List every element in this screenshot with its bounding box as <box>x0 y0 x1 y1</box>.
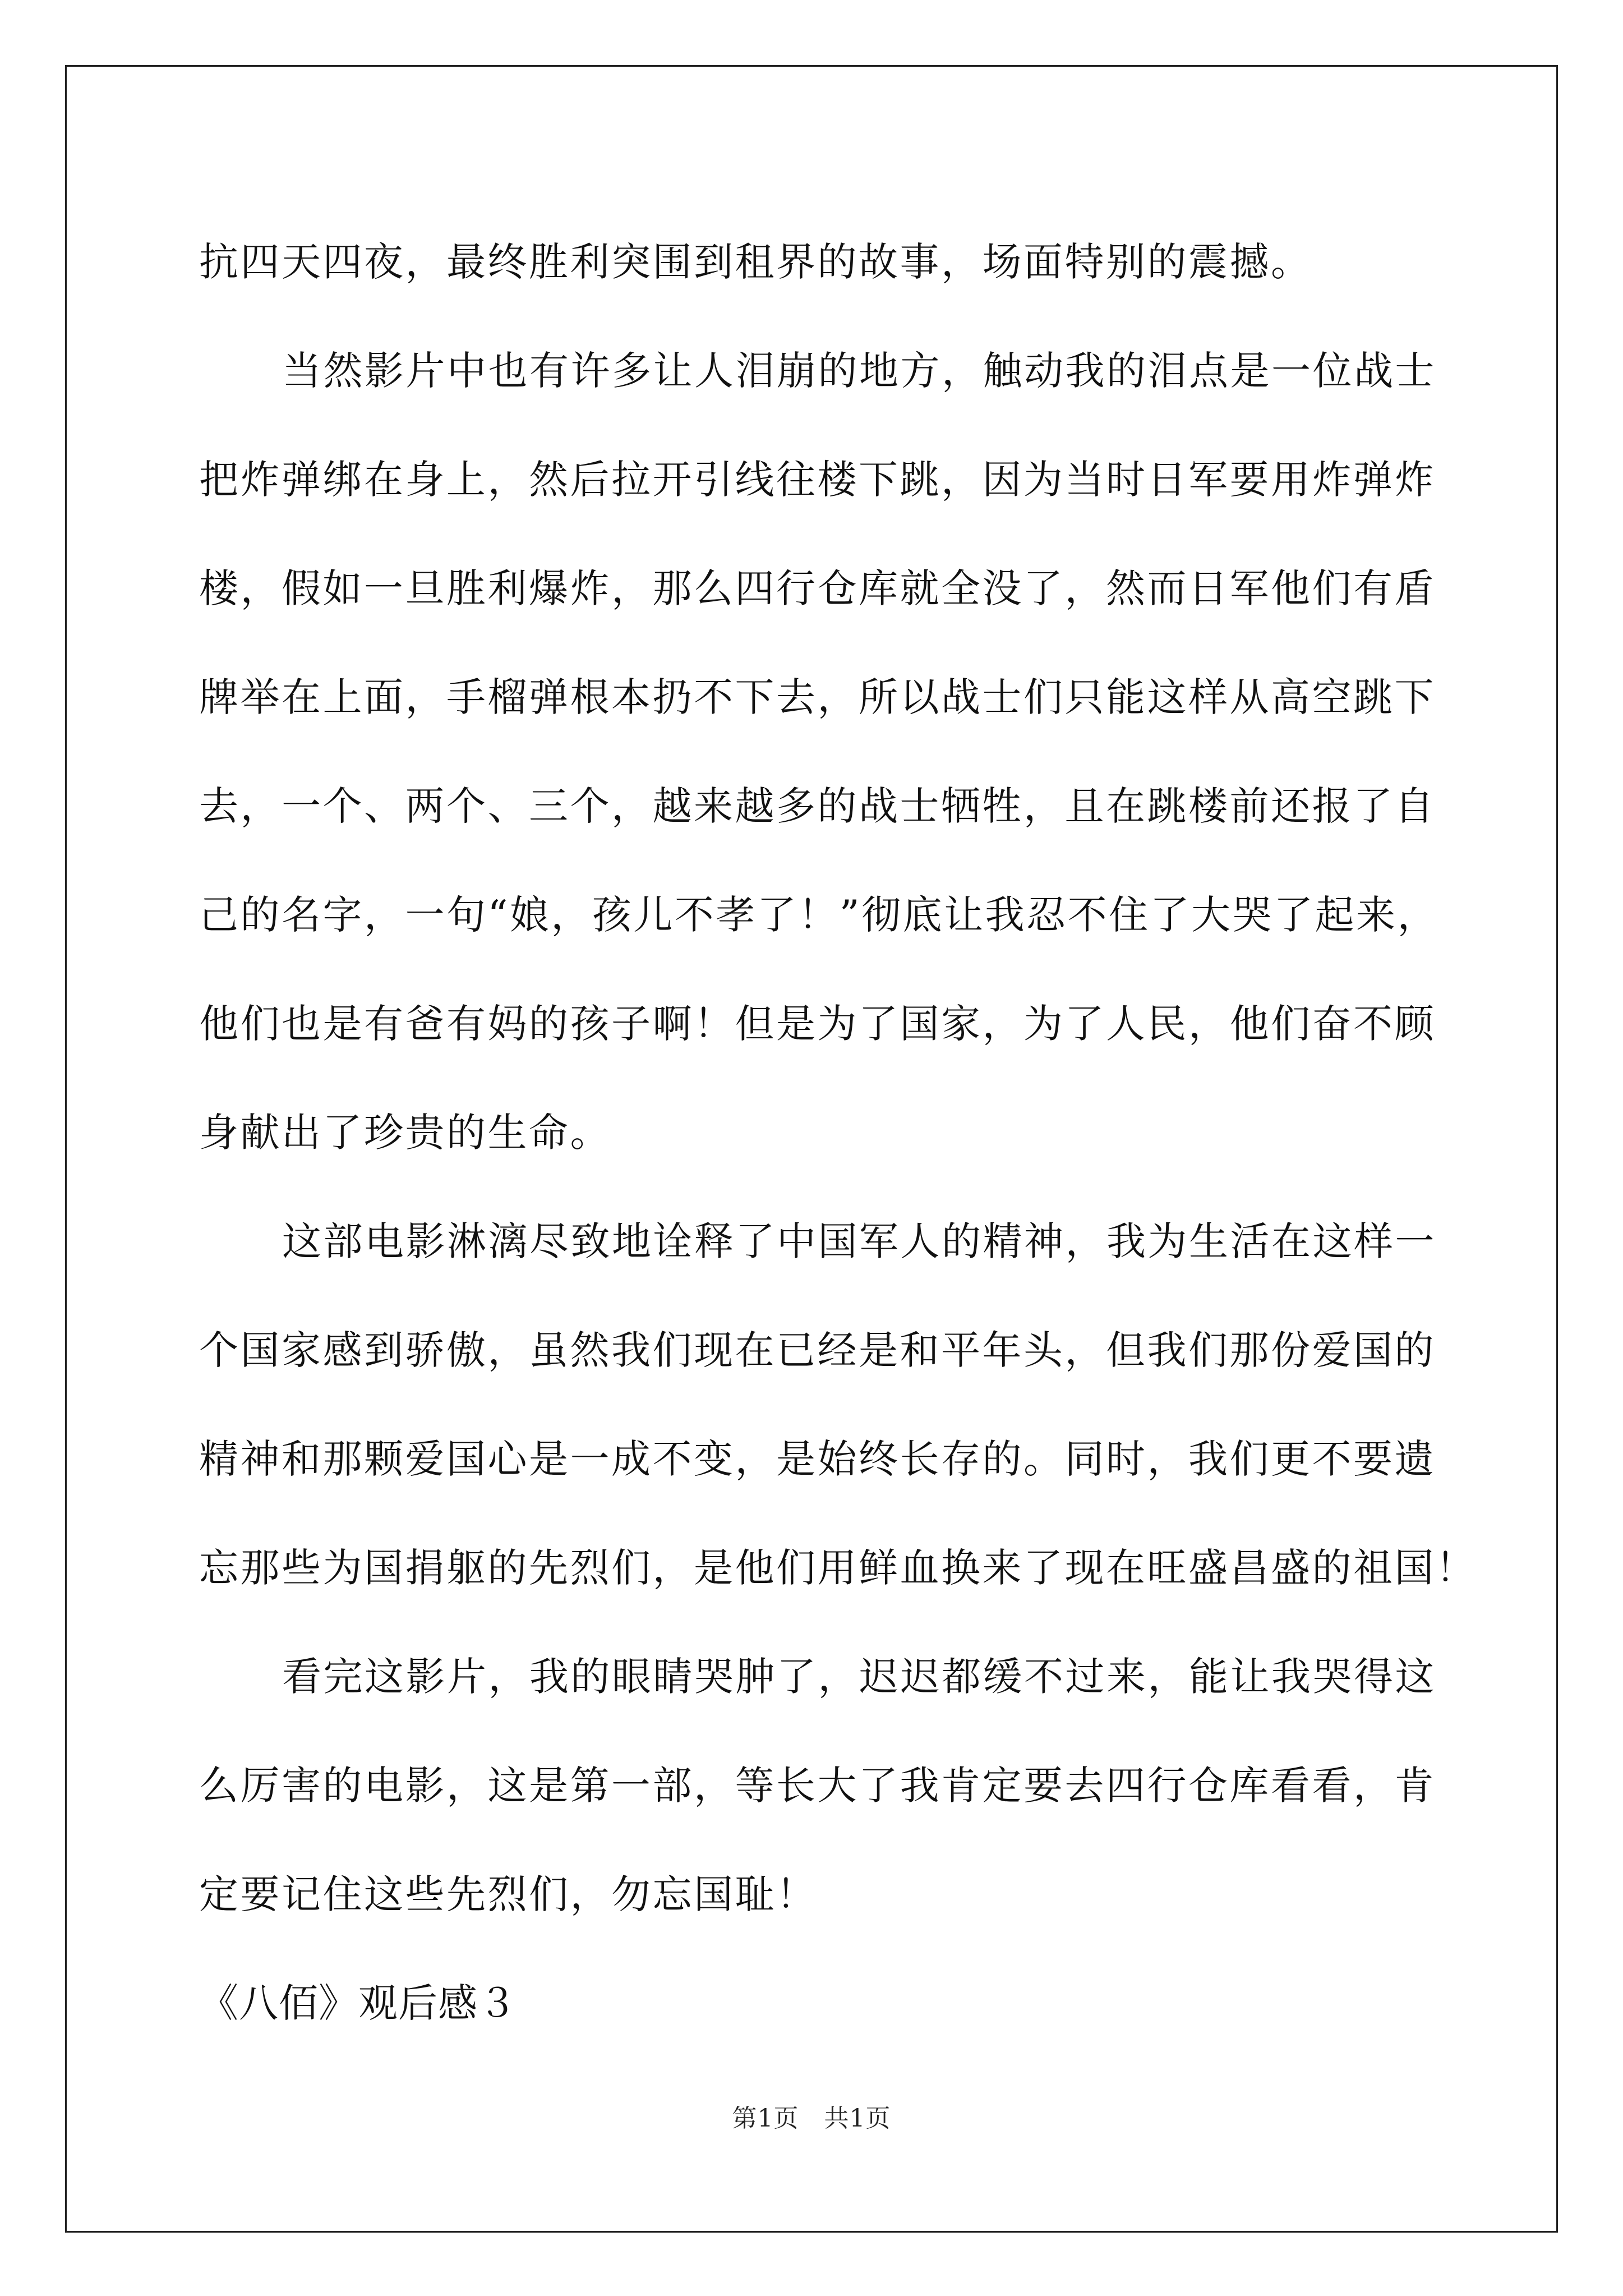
text-line: 把炸弹绑在身上，然后拉开引线往楼下跳，因为当时日军要用炸弹炸 <box>199 457 1436 503</box>
text-line: 身献出了珍贵的生命。 <box>199 1110 611 1156</box>
text-line: 当然影片中也有许多让人泪崩的地方，触动我的泪点是一位战士 <box>282 348 1436 394</box>
text-line: 个国家感到骄傲，虽然我们现在已经是和平年头，但我们那份爱国的 <box>199 1327 1436 1373</box>
text-line: 定要记住这些先烈们，勿忘国耻！ <box>199 1871 818 1917</box>
document-body <box>199 208 1477 2058</box>
text-line: 这部电影淋漓尽致地诠释了中国军人的精神，我为生活在这样一 <box>282 1218 1436 1264</box>
text-line: 看完这影片，我的眼睛哭肿了，迟迟都缓不过来，能让我哭得这 <box>282 1654 1436 1700</box>
text-line: 牌举在上面，手榴弹根本扔不下去，所以战士们只能这样从高空跳下 <box>199 674 1436 720</box>
text-line: 精神和那颗爱国心是一成不变，是始终长存的。同时，我们更不要遗 <box>199 1436 1436 1482</box>
text-line: 去，一个、两个、三个，越来越多的战士牺牲，且在跳楼前还报了自 <box>199 783 1436 829</box>
text-line: 己的名字，一句“娘，孩儿不孝了！”彻底让我忍不住了大哭了起来， <box>199 892 1439 938</box>
text-line: 么厉害的电影，这是第一部，等长大了我肯定要去四行仓库看看，肯 <box>199 1763 1436 1809</box>
text-line: 他们也是有爸有妈的孩子啊！但是为了国家，为了人民，他们奋不顾 <box>199 1001 1436 1047</box>
text-line: 抗四天四夜，最终胜利突围到租界的故事，场面特别的震撼。 <box>199 239 1312 285</box>
page-number-footer: 第1页 共1页 <box>732 2104 891 2133</box>
text-line: 忘那些为国捐躯的先烈们，是他们用鲜血换来了现在旺盛昌盛的祖国！ <box>199 1545 1477 1591</box>
text-line: 楼，假如一旦胜利爆炸，那么四行仓库就全没了，然而日军他们有盾 <box>199 565 1436 611</box>
section-heading: 《八佰》观后感３ <box>199 1980 518 2026</box>
